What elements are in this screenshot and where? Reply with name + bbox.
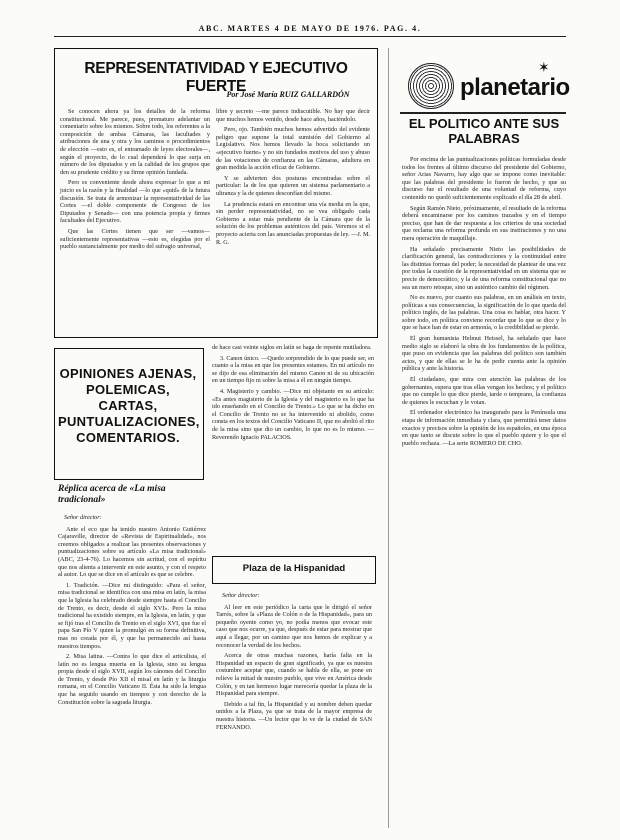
main-article-title: REPRESENTATIVIDAD Y EJECUTIVO FUERTE <box>84 60 348 95</box>
main-article-col1 <box>60 108 210 254</box>
paragraph: Pero es conveniente desde ahora expresar lo que a mi juicio es la razón y la finalidad —lo que «quid» de la futura discusión. Se trata de armonizar la representatividad de las Cortes —el doble componente de Congreso de los Diputados y Senado— con una potencia propia y firmes facultades del Ejecutivo. <box>60 179 210 225</box>
masthead-rule <box>54 36 566 37</box>
paragraph: Ha señalado precisamente Nieto las posibilidades de clarificación general, las contradicciones y la continuidad entre las distintas formas del poder; la necesidad de plantear de una vez por todas la cuestión de la representatividad en un sistema que se precie de democrático, y la de una reforma constitucional que no sea un mero retoque, sino un auténtico cambio del régimen. <box>402 245 566 291</box>
planet-logo-icon <box>408 63 454 109</box>
paragraph: Se conocen ahora ya los detalles de la reforma constitucional. Me parece, pues, prematuro adelantar un comentario sobre los mismos. Sobre todo, los referentes a la composición de ambas Cámaras, las facultades y atribuciones de una y otra y los caminos o procedimientos de elección —esto es, el entramado de leyes electorales—, según el proyecto, de lo cual dependerá lo que surja en número de los diputados y en la calidad de los grupos que den su prudente crédito y su firme opinión fundada. <box>60 108 210 176</box>
paragraph: libre y secreto —me parece indiscutible. No hay que decir que muchos hemos venido, desde hace años, haciéndolo. <box>216 108 370 123</box>
opiniones-text: OPINIONES AJENAS, POLEMICAS, CARTAS, PUNTUALIZACIONES, COMENTARIOS. <box>58 366 200 445</box>
letter-misa-title: Réplica acerca de «La misa tradicional» <box>58 484 166 505</box>
paragraph: Y se advierten dos posturas encontradas sobre el particular: la de los que quieren un sistema parlamentario a ultranza y la de quienes desconfían del mismo. <box>216 174 370 197</box>
letter-misa-continuation <box>212 344 374 444</box>
paragraph: El gran humanista Helmut Heissel, ha señalado que hace medio siglo se elaboró la obra de los fundamentos de la política, que puso en evidencia que las palabras del político son también actos, y que de ellas se le ha de pedir cuenta ante la opinión pública y ante la historia. <box>402 335 566 373</box>
paragraph: 1. Tradición. —Dice mi distinguido: «Para el señor, misa tradicional se identifica con una misa en latín, la misa que la Iglesia ha celebrado desde siempre hasta el Concilio de Trento, es decir, desde el siglo XVI». Pero la misa tradicional ha existido siempre, en la Iglesia, en latín, y que se fijó tras el Concilio de Trento en el siglo XVI, que fue el papa San Pío V quien la promulgó en su forma definitiva, mas no creada por él, y que ha permanecido así hasta nuestros tiempos. <box>58 581 206 650</box>
letter-misa-body <box>58 512 206 709</box>
paragraph: 3. Canon único. —Quedo sorprendido de lo que puede ser, en cuanto a la misa en que los presentes estamos. En mi artículo no se dijo de esa eliminación del mismo Canon ni de su ubicación en un tiempo fijo ni sobre la misa a él en ningún tiempo. <box>212 354 374 385</box>
paragraph: Acerca de otras muchas razones, haría falta en la Hispanidad un espacio de gran significado, ya que es nuestra costumbre aceptar que, cuando se habla de ella, se pone en relieve la mitad de nuestro pueblo, que vive en América desde Colón, y en tan hermoso lugar merecería quedar la plaza de la Hispanidad para siempre. <box>216 652 372 698</box>
paragraph: No es nuevo, por cuanto sus palabras, en un análisis en texto, políticas a sus consecuencias, la significación de lo que queda del político inglés, de las palabras. Una cosa es hablar, otra hacer. Y sobre todo, en política conviene recordar que lo que se dice y lo que se hace han de estar en armonía, o la credibilidad se pierde. <box>402 294 566 332</box>
letter-greeting: Señor director: <box>222 592 260 599</box>
main-article-col2 <box>216 108 370 249</box>
planetario-brand: planetario <box>460 74 570 101</box>
paragraph: Por encima de las puntualizaciones políticas formuladas desde todos los frentes al último discurso del presidente del Gobierno, señor Arias Navarro, hay algo que se impone como inevitable: que las palabras del presidente lo fueron de hecho, y que su discurso fue el resultado de una voluntad de reforma, cuyo contenido no quedó suficientemente explicado el día 28 de abril. <box>402 156 566 201</box>
paragraph: Al leer en este periódico la carta que le dirigió el señor Tarrés, sobre la «Plaza de Colón o de la Hispanidad», para un pequeño oyente como yo, no podía menos que evocar este caso que nos ocurre, ya que, después de estar para mostrar que aquí a llegar, por un camino que nos hemos de explicar y a reconocer la verdad de los hechos. <box>216 603 372 649</box>
paragraph: Ante el eco que ha tenido nuestro Antonio Gutiérrez Cajaraville, director de «Revista de Espiritualidad», nos creemos obligados a realizar las presentes observaciones y puntualizaciones sobre su artículo «La misa tradicional» (ABC, 23-4-76). Lo hacemos sin acritud, con el espíritu que nos alienta a intervenir en este asunto, y con el respeto al autor. Lo que se dice en el artículo es que se celebre. <box>58 525 206 579</box>
planetario-body <box>402 156 566 450</box>
column-divider <box>388 48 389 828</box>
paragraph: 2. Misa latina. —Contra lo que dice el articulista, el latín no es lengua muerta en la Iglesia, sino su lengua propia desde el siglo XVII, según los cánones del Concilio de Trento, y desde Pío XII el misal en latín y la liturgia romana, en el Concilio Vaticano II. Ésta ha sido la lengua que ha seguido usando en tiempos y con derecho de la Constitución sobre la sagrada liturgia. <box>58 653 206 706</box>
paragraph: 4. Magisterio y cambio. —Dice mi objetante en su artículo: «Es antes magisterio de la Iglesia y del magisterio es lo que ha ido enseñando en el Concilio de Trento.» Lo que se ha dicho en el Concilio de Trento no se ha intervenido ni abolido, como consta en los textos del Concilio Vaticano II, que no abolió el rito de la misa sino que dio un cambio, lo que no es lo mismo. —Reverendo Ignacio PALACIOS. <box>212 387 374 441</box>
paragraph: Pero, ojo. También muchos hemos advertido del evidente peligro que supone la total sumisión del Gobierno al Legislativo. Nos hemos llevado la boca solicitando un «ejecutivo fuerte» y no sin fundados motivos del uso y abuso de las votaciones de confianza en las Cámaras, adultera en gran medida la acción eficaz de Gobierno. <box>216 126 370 172</box>
masthead: ABC. MARTES 4 DE MAYO DE 1976. PAG. 4. <box>198 24 422 33</box>
paragraph: Según Ramón Nieto, próximamente, el resultado de la reforma deberá encaminarse por los caminos trazados y en el tiempo preciso, que han de dar respuesta a los criterios de una sociedad que reclama una reforma profunda en sus instituciones y no una mera operación de maquillaje. <box>402 204 566 242</box>
plaza-title: Plaza de la Hispanidad <box>242 563 346 574</box>
planetario-rule <box>400 112 566 114</box>
paragraph: El ordenador electrónico ha inaugurado para la Península una etapa de información inmediata y clara, que permitirá tener datos exactos y precisos sobre la opinión de los españoles, en una época en que tanto se discute sobre lo que el pueblo quiere y lo que el pueblo rechaza. —La serie ROMERO DE CHO. <box>402 409 566 447</box>
star-icon: ✶ <box>538 61 550 76</box>
paragraph: Debido a tal fin, la Hispanidad y su nombre deben quedar unidos a la Plaza, ya que se trata de la mayor empresa de nuestra historia. —Un lector que lo ve de la ciudad de SAN FERNANDO. <box>216 700 372 731</box>
main-article-byline: Por José María RUIZ GALLARDÓN <box>226 90 350 99</box>
plaza-body <box>216 590 372 734</box>
planetario-title: EL POLITICO ANTE SUS PALABRAS <box>408 116 560 146</box>
paragraph: La prudencia estará en encontrar una vía media en la que, sin perder representatividad, no se vea obligado cada Gobierno a estar más pendiente de la Cámara que de la solución de los problemas auténticos del país. Veremos si el proyecto acierta con las anunciadas propuestas de ley. —J. M. R. G. <box>216 200 370 246</box>
paragraph: El ciudadano, que mira con atención las palabras de los gobernantes, espera que tras ellas vengan los hechos; y el político que no cumple lo que dice pierde, tarde o temprano, la confianza de quienes le escuchan y le votan. <box>402 376 566 406</box>
paragraph: Que las Cortes tienen que ser —vamos— suficientemente representativas —esto es, elegidas por el pueblo sustancialmente por medio del sufragio universal, <box>60 227 210 251</box>
letter-greeting: Señor director: <box>64 514 102 521</box>
paragraph: de hace casi veinte siglos en latín se haga de repente mutiladora. <box>212 344 372 351</box>
